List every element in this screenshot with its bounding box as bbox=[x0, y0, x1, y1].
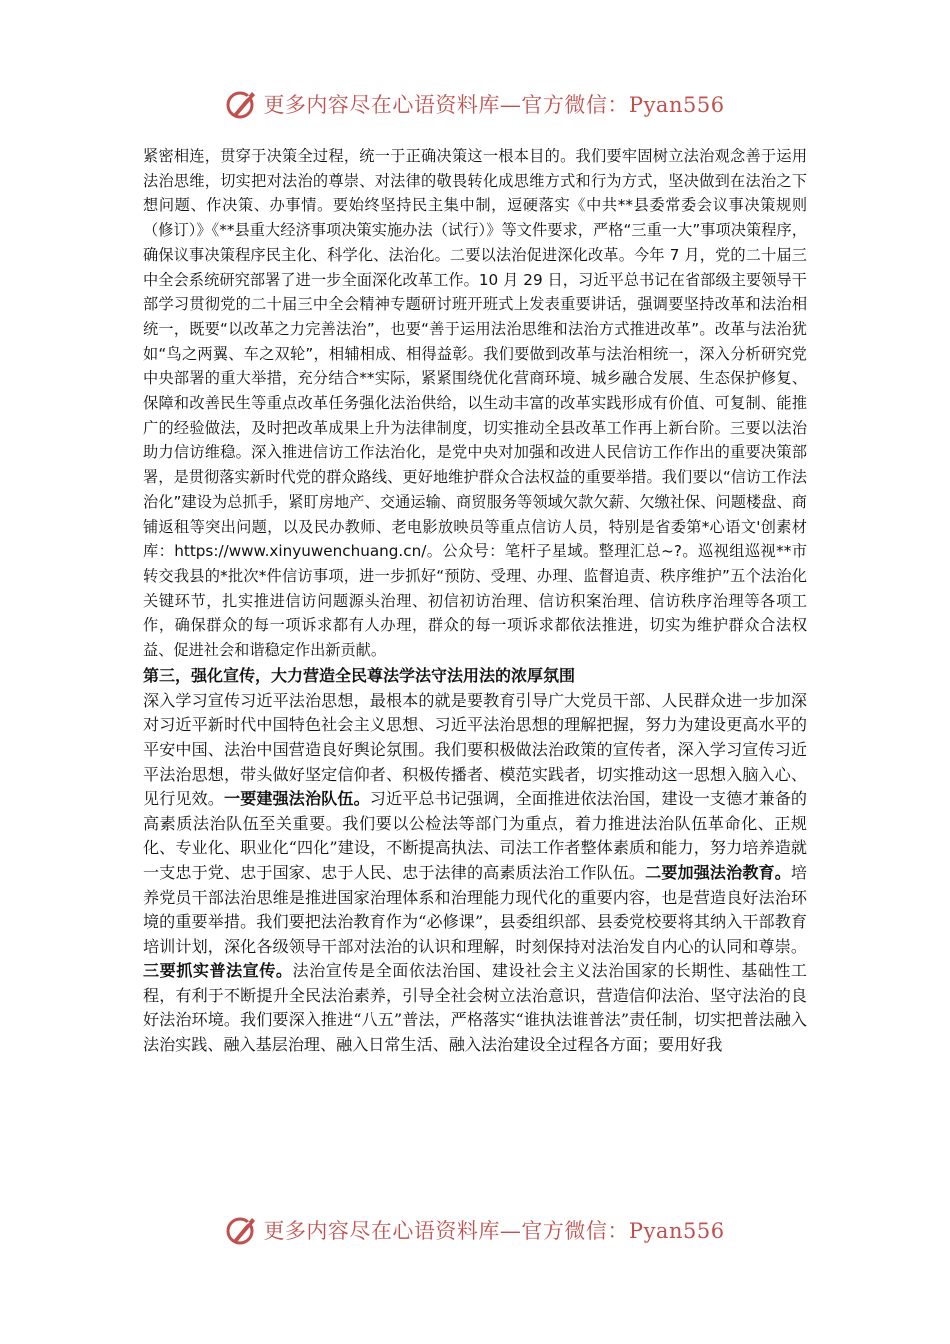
paragraph-1: 紧密相连，贯穿于决策全过程，统一于正确决策这一根本目的。我们要牢固树立法治观念善于运用法治思维，切实把对法治的尊崇、对法律的敬畏转化成思维方式和行为方式，坚决做到在法治之下想问题、作决策、办事情。要始终坚持民主集中制，逗硬落实《中共**县委常委会议事决策规则（修订）》《**县重大经济事项决策实施办法（试行）》等文件要求，严格“三重一大”事项决策程序，确保议事决策程序民主化、科学化、法治化。二要以法治促进深化改革。今年 7 月，党的二十届三中全会系统研究部署了进一步全面深化改革工作。10 月 29 日，习近平总书记在省部级主要领导干部学习贯彻党的二十届三中全会精神专题研讨班开班式上发表重要讲话，强调要坚持改革和法治相统一，既要“以改革之力完善法治”，也要“善于运用法治思维和法治方式推进改革”。改革与法治犹如“鸟之两翼、车之双轮”，相辅相成、相得益彰。我们要做到改革与法治相统一，深入分析研究党中央部署的重大举措，充分结合**实际，紧紧围绕优化营商环境、城乡融合发展、生态保护修复、保障和改善民生等重点改革任务强化法治供给，以生动丰富的改革实践形成有价值、可复制、能推广的经验做法，及时把改革成果上升为法律制度，切实推动全县改革工作再上新台阶。三要以法治助力信访维稳。深入推进信访工作法治化，是党中央对加强和改进人民信访工作作出的重要决策部署，是贯彻落实新时代党的群众路线、更好地维护群众合法权益的重要举措。我们要以“信访工作法治化”建设为总抓手，紧盯房地产、交通运输、商贸服务等领域欠款欠薪、欠缴社保、问题楼盘、商铺返租等突出问题，以及民办教师、老电影放映员等重点信访人员，特别是省委第*心语文'创素材库：https://www.xinyuwenchuang.cn/。公众号：笔杆子星域。整理汇总~?。巡视组巡视**市转交我县的*批次*件信访事项，进一步抓好“预防、受理、办理、监督追责、秩序维护”五个法治化关键环节，扎实推进信访问题源头治理、初信初访治理、信访积案治理、信访秩序治理等各项工作，确保群众的每一项诉求都有人办理，群众的每一项诉求都依法推进，切实为维护群众合法权益、促进社会和谐稳定作出新贡献。 bbox=[143, 147, 807, 660]
header-banner bbox=[0, 84, 950, 124]
quill-logo-icon bbox=[225, 1213, 259, 1247]
p2-point-3: 三要抓实普法宣传。 bbox=[143, 961, 293, 981]
quill-logo-icon bbox=[225, 87, 259, 121]
document-body bbox=[143, 144, 807, 1058]
paragraph-2 bbox=[143, 689, 807, 1058]
p2-text-a: 深入学习宣传习近平法治思想，最根本的就是要教育引导广大党员干部、人民群众进一步加深对习近平新时代中国特色社会主义思想、习近平法治思想的理解把握，努力为建设更高水平的平安中国、法治中国营造良好舆论氛围。我们要积极做法治政策的宣传者，深入学习宣传习近平法治思想，带头做好坚定信仰者、积极传播者、模范实践者，切实推动这一思想入脑入心、见行见效。 bbox=[143, 690, 807, 809]
banner-text: 更多内容尽在心语资料库—官方微信：Pyan556 bbox=[263, 93, 725, 117]
banner-text: 更多内容尽在心语资料库—官方微信：Pyan556 bbox=[263, 1219, 725, 1243]
p2-point-1: 一要建强法治队伍。 bbox=[224, 789, 370, 809]
footer-banner bbox=[0, 1210, 950, 1250]
p2-text-e: 培养党员干部法治思维是推进国家治理体系和治理能力现代化的重要内容，也是营造良好法治环境的重要举措。我们要把法治教育作为“必修课”，县委组织部、县委党校要将其纳入干部教育培训计划，深化各级领导干部对法治的认识和理解，时刻保持对法治发自内心的认同和尊崇。 bbox=[143, 862, 808, 956]
section-heading: 第三，强化宣传，大力营造全民尊法学法守法用法的浓厚氛围 bbox=[143, 665, 576, 685]
p2-text-c: 习近平总书记强调，全面推进依法治国，建设一支德才兼备的高素质法治队伍至关重要。我们要以公检法等部门为重点，着力推进法治队伍革命化、正规化、专业化、职业化“四化”建设，不断提高执法、司法工作者整体素质和能力，努力培养造就一支忠于党、忠于国家、忠于人民、忠于法律的高素质法治工作队伍。 bbox=[143, 789, 808, 882]
p2-text-g: 法治宣传是全面依法治国、建设社会主义法治国家的长期性、基础性工程，有利于不断提升全民法治素养，引导全社会树立法治意识，营造信仰法治、坚守法治的良好法治环境。我们要深入推进“八五”普法，严格落实“谁执法谁普法”责任制，切实把普法融入法治实践、融入基层治理、融入日常生活、融入法治建设全过程各方面；要用好我 bbox=[143, 961, 808, 1055]
p2-point-2: 二要加强法治教育。 bbox=[645, 862, 791, 882]
